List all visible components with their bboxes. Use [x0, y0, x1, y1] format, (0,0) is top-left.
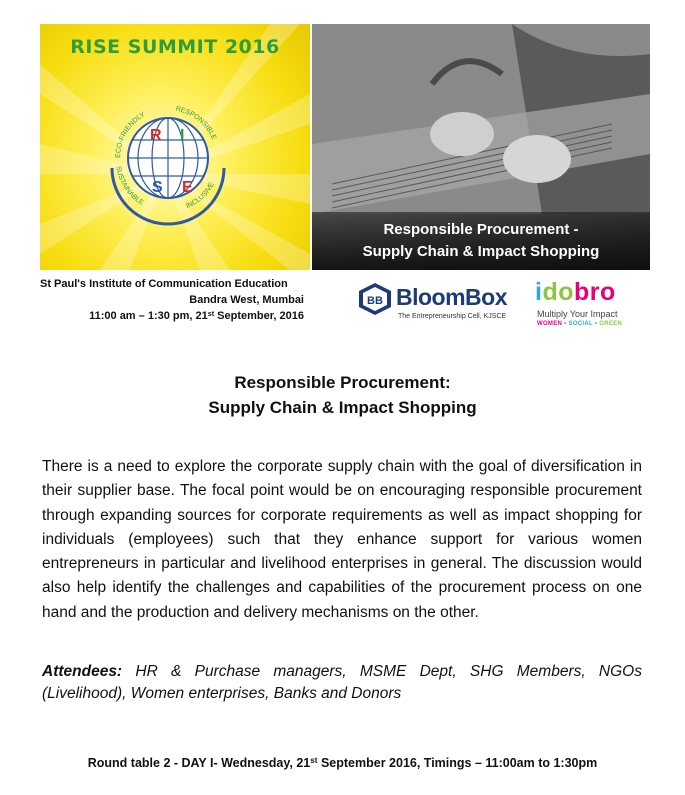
venue-datetime-post: September, 2016: [214, 310, 304, 322]
footer-post: September 2016, Timings – 11:00am to 1:30pm: [317, 756, 598, 770]
weaving-photo-panel: [312, 24, 650, 270]
photo-caption-line-2: Supply Chain & Impact Shopping: [362, 243, 600, 260]
bloombox-mark-icon: [358, 282, 392, 316]
bloombox-tagline: The Entrepreneurship Cell, KJSCE: [398, 313, 507, 320]
photo-caption-line-1: Responsible Procurement -: [383, 221, 579, 238]
idobro-sub-green: GREEN: [599, 321, 623, 327]
globe-letter-r: R: [150, 127, 162, 144]
footer-pre: Round table 2 - DAY I- Wednesday, 21: [87, 756, 311, 770]
globe-letter-i: I: [180, 127, 185, 144]
venue-datetime-pre: 11:00 am – 1:30 pm, 21: [89, 310, 208, 322]
footer-sup: st: [310, 756, 318, 766]
heading-line-2: Supply Chain & Impact Shopping: [208, 398, 477, 417]
attendees-list: HR & Purchase managers, MSME Dept, SHG Members, NGOs (Livelihood), Women enterprises, Banks and Donors: [42, 663, 642, 702]
idobro-part-do: do: [542, 278, 574, 306]
globe-letter-s: S: [152, 179, 163, 196]
venue-institute: St Paul's Institute of Communication Education: [40, 278, 288, 290]
attendees-paragraph: [42, 661, 642, 705]
idobro-sep-2: •: [594, 321, 598, 327]
bloombox-mark-text: BB: [367, 295, 383, 307]
event-banner: [40, 24, 650, 334]
arc-word-inclusive: INCLUSIVE: [185, 181, 216, 211]
venue-location: Bandra West, Mumbai: [189, 294, 304, 306]
arc-word-eco-friendly: ECO-FRIENDLY: [114, 111, 147, 159]
venue-datetime: [40, 308, 310, 324]
description-paragraph: There is a need to explore the corporate supply chain with the goal of diversification in their supplier base. The focal point would be on encouraging responsible procurement through expanding sources for corporate requirements as well as impact shopping for individuals (employees) such that they enhance support for various women entrepreneurs in particular and livelihood enterprises in general. The discussion would also help identify the challenges and capabilities of the procurement process on one hand and the production and delivery mechanisms on the other.: [42, 458, 642, 621]
idobro-sub-social: SOCIAL: [568, 321, 593, 327]
venue-details: [40, 276, 310, 324]
idobro-part-bro: bro: [574, 278, 616, 306]
rise-summit-panel: [40, 24, 310, 270]
globe-letter-e: E: [182, 179, 193, 196]
bloombox-logo: [358, 280, 533, 334]
idobro-subline: [537, 321, 622, 327]
photo-caption: [312, 212, 650, 270]
footer-schedule: [0, 756, 685, 770]
idobro-tagline: Multiply Your Impact: [537, 309, 618, 319]
heading-line-1: Responsible Procurement:: [234, 373, 451, 392]
arc-word-sustainable: SUSTAINABLE: [114, 165, 145, 207]
idobro-part-i: i: [535, 278, 543, 306]
idobro-logo: [535, 278, 650, 334]
document-heading: [0, 370, 685, 420]
venue-datetime-sup: st: [207, 309, 215, 318]
idobro-wordmark: [535, 278, 616, 307]
rise-globe-logo: [98, 88, 238, 228]
rise-summit-title: RISE SUMMIT 2016: [70, 36, 280, 58]
bloombox-name: BloomBox: [396, 284, 507, 310]
attendees-label: Attendees:: [42, 663, 123, 680]
idobro-sep-1: •: [564, 321, 567, 327]
weaving-hands-image: [312, 24, 650, 214]
arc-word-responsible: RESPONSIBLE: [175, 105, 218, 141]
idobro-sub-women: WOMEN: [537, 321, 563, 327]
